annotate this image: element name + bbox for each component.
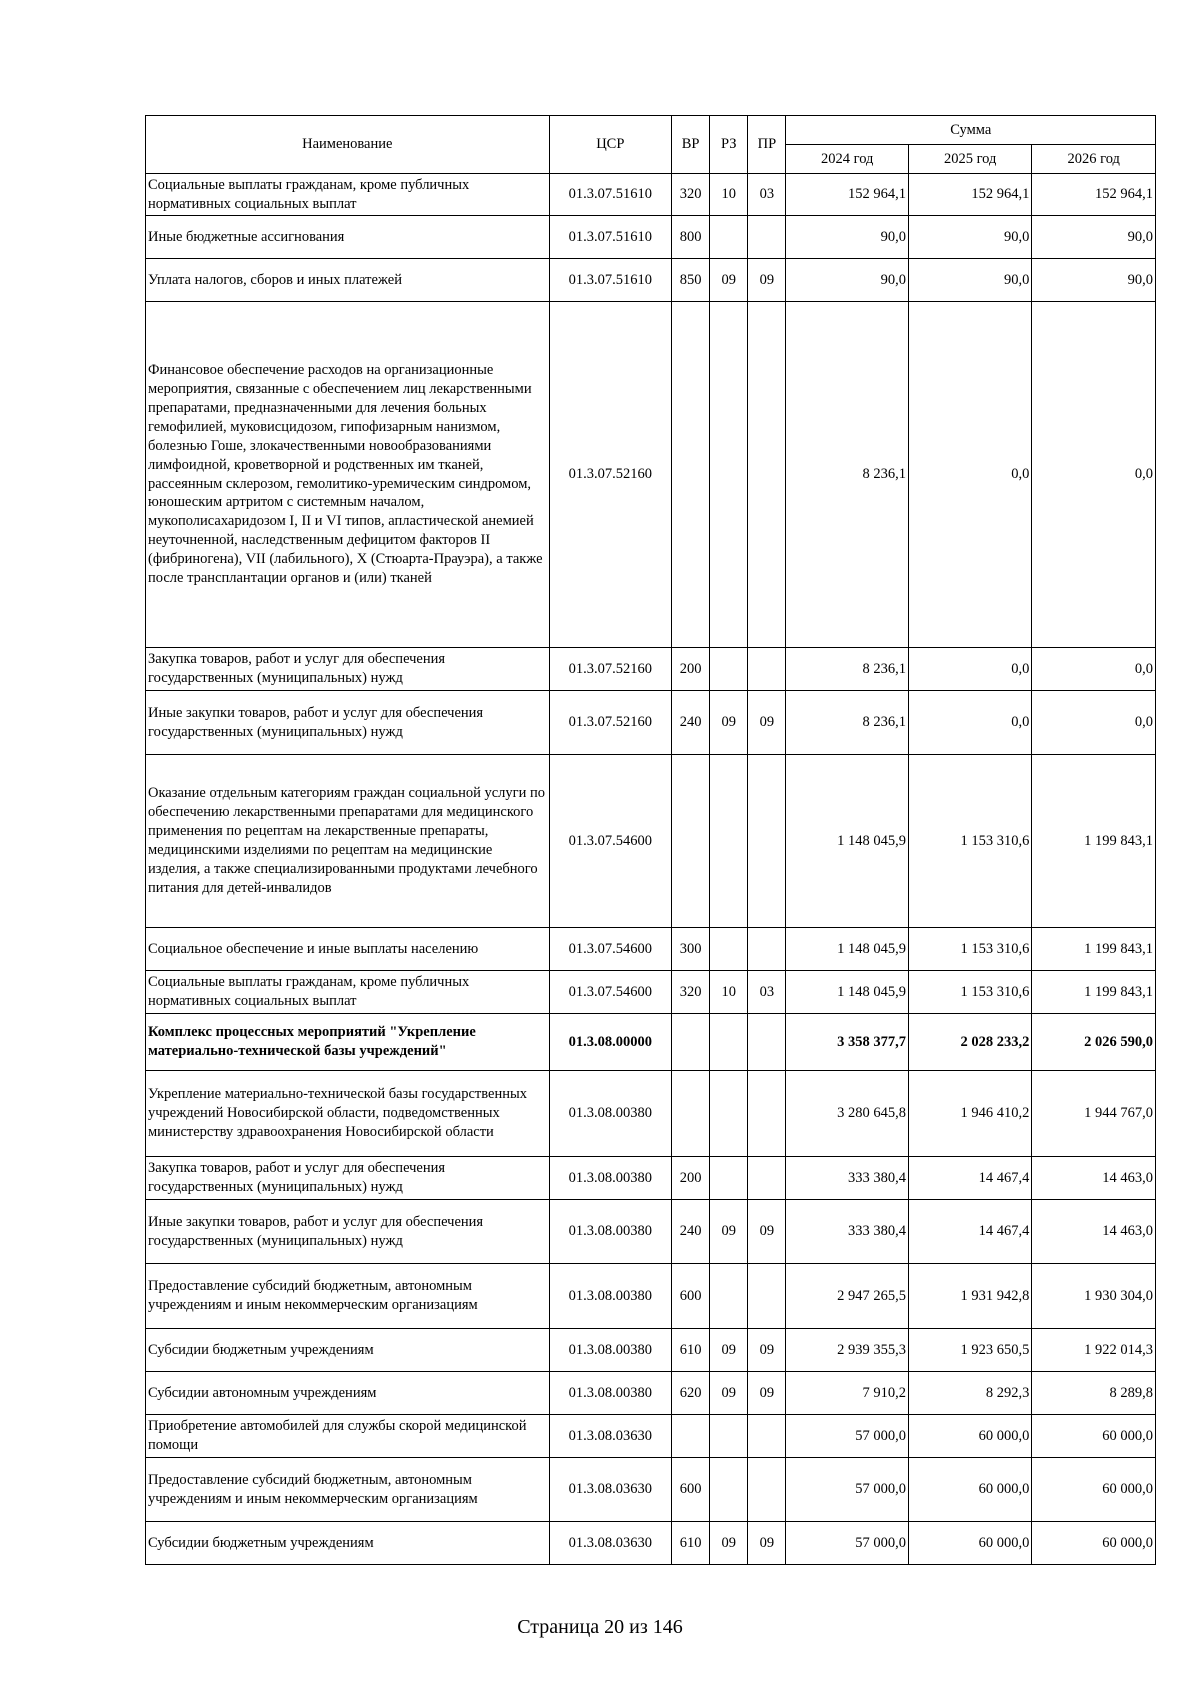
header-name: Наименование (146, 116, 550, 174)
row-pr: 09 (748, 1329, 786, 1372)
table-row (146, 1200, 1156, 1264)
row-amount-2026: 0,0 (1032, 648, 1156, 691)
table-row (146, 1014, 1156, 1071)
row-amount-2024: 8 236,1 (786, 691, 908, 755)
row-amount-2024: 90,0 (786, 216, 908, 259)
row-pr: 09 (748, 1200, 786, 1264)
row-pr (748, 1014, 786, 1071)
row-amount-2026: 1 944 767,0 (1032, 1071, 1156, 1157)
row-amount-2026: 1 922 014,3 (1032, 1329, 1156, 1372)
row-pr (748, 302, 786, 648)
row-csr: 01.3.07.51610 (549, 216, 671, 259)
row-pr (748, 1157, 786, 1200)
row-name: Закупка товаров, работ и услуг для обеспечения государственных (муниципальных) нужд (146, 648, 550, 691)
row-amount-2024: 152 964,1 (786, 174, 908, 216)
row-rz: 09 (710, 1329, 748, 1372)
row-pr: 03 (748, 971, 786, 1014)
row-amount-2025: 60 000,0 (908, 1522, 1031, 1565)
row-amount-2026: 152 964,1 (1032, 174, 1156, 216)
row-amount-2025: 90,0 (908, 216, 1031, 259)
row-csr: 01.3.07.54600 (549, 928, 671, 971)
row-amount-2026: 14 463,0 (1032, 1200, 1156, 1264)
row-csr: 01.3.07.54600 (549, 755, 671, 928)
row-amount-2026: 0,0 (1032, 691, 1156, 755)
row-pr: 09 (748, 1522, 786, 1565)
row-name: Социальное обеспечение и иные выплаты населению (146, 928, 550, 971)
header-vr: ВР (672, 116, 710, 174)
row-amount-2025: 1 153 310,6 (908, 971, 1031, 1014)
row-amount-2025: 0,0 (908, 648, 1031, 691)
row-pr: 09 (748, 691, 786, 755)
row-amount-2026: 8 289,8 (1032, 1372, 1156, 1415)
row-amount-2025: 1 946 410,2 (908, 1071, 1031, 1157)
row-vr (672, 302, 710, 648)
row-csr: 01.3.08.03630 (549, 1522, 671, 1565)
row-pr: 09 (748, 1372, 786, 1415)
row-amount-2025: 1 153 310,6 (908, 755, 1031, 928)
table-row (146, 755, 1156, 928)
table-row (146, 174, 1156, 216)
row-csr: 01.3.07.52160 (549, 302, 671, 648)
row-rz: 10 (710, 971, 748, 1014)
row-amount-2024: 1 148 045,9 (786, 971, 908, 1014)
row-rz: 09 (710, 691, 748, 755)
row-name: Закупка товаров, работ и услуг для обеспечения государственных (муниципальных) нужд (146, 1157, 550, 1200)
row-vr: 240 (672, 1200, 710, 1264)
row-pr (748, 1071, 786, 1157)
table-row (146, 1329, 1156, 1372)
row-csr: 01.3.07.52160 (549, 648, 671, 691)
row-amount-2024: 7 910,2 (786, 1372, 908, 1415)
row-rz (710, 1071, 748, 1157)
row-rz (710, 1014, 748, 1071)
row-rz (710, 1415, 748, 1458)
row-amount-2024: 2 947 265,5 (786, 1264, 908, 1329)
row-name: Комплекс процессных мероприятий "Укрепление материально-технической базы учреждений" (146, 1014, 550, 1071)
table-row (146, 1071, 1156, 1157)
row-name: Финансовое обеспечение расходов на организационные мероприятия, связанные с обеспечением лиц лекарственными препаратами, предназначенными для лечения больных гемофилией, муковисцидозом, гипофизарным нанизмом, болезнью Гоше, злокачественными новообразованиями лимфоидной, кроветворной и родственных им тканей, рассеянным склерозом, гемолитико-уремическим синдромом, юношеским артритом с системным началом, мукополисахаридозом I, II и VI типов, апластической анемией неуточненной, наследственным дефицитом факторов II (фибриногена), VII (лабильного), X (Стюарта-Прауэра), а также после трансплантации органов и (или) тканей (146, 302, 550, 648)
row-pr (748, 755, 786, 928)
row-amount-2025: 0,0 (908, 691, 1031, 755)
row-amount-2024: 8 236,1 (786, 302, 908, 648)
row-amount-2024: 90,0 (786, 259, 908, 302)
row-pr: 09 (748, 259, 786, 302)
row-amount-2024: 57 000,0 (786, 1522, 908, 1565)
header-pr: ПР (748, 116, 786, 174)
row-name: Предоставление субсидий бюджетным, автономным учреждениям и иным некоммерческим организациям (146, 1458, 550, 1522)
row-rz (710, 1157, 748, 1200)
row-amount-2025: 152 964,1 (908, 174, 1031, 216)
row-amount-2026: 60 000,0 (1032, 1415, 1156, 1458)
row-amount-2025: 1 931 942,8 (908, 1264, 1031, 1329)
row-csr: 01.3.08.00380 (549, 1157, 671, 1200)
row-amount-2026: 1 199 843,1 (1032, 971, 1156, 1014)
row-amount-2024: 57 000,0 (786, 1458, 908, 1522)
header-year-2024: 2024 год (786, 145, 908, 174)
row-csr: 01.3.08.00380 (549, 1264, 671, 1329)
table-row (146, 648, 1156, 691)
row-name: Субсидии бюджетным учреждениям (146, 1329, 550, 1372)
page-number: Страница 20 из 146 (517, 1616, 683, 1638)
row-vr: 300 (672, 928, 710, 971)
row-amount-2025: 14 467,4 (908, 1200, 1031, 1264)
budget-table (145, 115, 1156, 1565)
row-pr (748, 1264, 786, 1329)
row-amount-2025: 8 292,3 (908, 1372, 1031, 1415)
row-rz (710, 1264, 748, 1329)
row-rz (710, 1458, 748, 1522)
row-amount-2024: 3 358 377,7 (786, 1014, 908, 1071)
row-amount-2026: 1 199 843,1 (1032, 755, 1156, 928)
row-amount-2026: 1 199 843,1 (1032, 928, 1156, 971)
table-row (146, 971, 1156, 1014)
table-row (146, 216, 1156, 259)
row-vr: 320 (672, 174, 710, 216)
row-rz: 09 (710, 259, 748, 302)
row-csr: 01.3.07.54600 (549, 971, 671, 1014)
row-vr: 320 (672, 971, 710, 1014)
header-year-2025: 2025 год (908, 145, 1031, 174)
row-vr (672, 1415, 710, 1458)
row-vr: 240 (672, 691, 710, 755)
row-csr: 01.3.08.03630 (549, 1458, 671, 1522)
row-name: Иные закупки товаров, работ и услуг для обеспечения государственных (муниципальных) нужд (146, 1200, 550, 1264)
row-vr: 600 (672, 1458, 710, 1522)
row-csr: 01.3.07.51610 (549, 259, 671, 302)
row-amount-2024: 2 939 355,3 (786, 1329, 908, 1372)
row-vr: 610 (672, 1522, 710, 1565)
table-row (146, 1458, 1156, 1522)
row-name: Предоставление субсидий бюджетным, автономным учреждениям и иным некоммерческим организациям (146, 1264, 550, 1329)
table-header (146, 116, 1156, 174)
table-row (146, 1522, 1156, 1565)
row-amount-2025: 1 923 650,5 (908, 1329, 1031, 1372)
row-name: Субсидии бюджетным учреждениям (146, 1522, 550, 1565)
table-row (146, 259, 1156, 302)
row-vr: 620 (672, 1372, 710, 1415)
row-amount-2026: 90,0 (1032, 216, 1156, 259)
row-pr: 03 (748, 174, 786, 216)
row-name: Оказание отдельным категориям граждан социальной услуги по обеспечению лекарственными препаратами для медицинского применения по рецептам на лекарственные препараты, медицинскими изделиями по рецептам на медицинские изделия, а также специализированными продуктами лечебного питания для детей-инвалидов (146, 755, 550, 928)
row-csr: 01.3.08.00380 (549, 1372, 671, 1415)
row-pr (748, 216, 786, 259)
row-vr (672, 755, 710, 928)
row-amount-2025: 60 000,0 (908, 1458, 1031, 1522)
row-amount-2026: 90,0 (1032, 259, 1156, 302)
row-rz (710, 216, 748, 259)
row-amount-2024: 57 000,0 (786, 1415, 908, 1458)
row-amount-2025: 1 153 310,6 (908, 928, 1031, 971)
row-pr (748, 1458, 786, 1522)
row-rz (710, 928, 748, 971)
row-name: Субсидии автономным учреждениям (146, 1372, 550, 1415)
header-csr: ЦСР (549, 116, 671, 174)
row-amount-2024: 1 148 045,9 (786, 755, 908, 928)
row-amount-2024: 8 236,1 (786, 648, 908, 691)
table-row (146, 1264, 1156, 1329)
table-row (146, 1415, 1156, 1458)
row-csr: 01.3.08.00380 (549, 1071, 671, 1157)
row-csr: 01.3.08.03630 (549, 1415, 671, 1458)
row-vr: 200 (672, 648, 710, 691)
row-amount-2025: 14 467,4 (908, 1157, 1031, 1200)
row-amount-2025: 2 028 233,2 (908, 1014, 1031, 1071)
row-amount-2024: 333 380,4 (786, 1157, 908, 1200)
row-amount-2026: 1 930 304,0 (1032, 1264, 1156, 1329)
row-vr: 850 (672, 259, 710, 302)
row-amount-2024: 1 148 045,9 (786, 928, 908, 971)
row-amount-2025: 60 000,0 (908, 1415, 1031, 1458)
row-vr: 200 (672, 1157, 710, 1200)
header-sum: Сумма (786, 116, 1156, 145)
row-rz (710, 648, 748, 691)
row-pr (748, 928, 786, 971)
row-name: Социальные выплаты гражданам, кроме публичных нормативных социальных выплат (146, 174, 550, 216)
row-vr (672, 1014, 710, 1071)
row-rz (710, 302, 748, 648)
row-name: Уплата налогов, сборов и иных платежей (146, 259, 550, 302)
row-vr (672, 1071, 710, 1157)
table-row (146, 1157, 1156, 1200)
row-amount-2024: 333 380,4 (786, 1200, 908, 1264)
row-amount-2026: 60 000,0 (1032, 1458, 1156, 1522)
row-amount-2024: 3 280 645,8 (786, 1071, 908, 1157)
row-csr: 01.3.08.00380 (549, 1329, 671, 1372)
header-rz: РЗ (710, 116, 748, 174)
row-amount-2025: 0,0 (908, 302, 1031, 648)
row-pr (748, 1415, 786, 1458)
row-vr: 600 (672, 1264, 710, 1329)
header-year-2026: 2026 год (1032, 145, 1156, 174)
row-csr: 01.3.08.00000 (549, 1014, 671, 1071)
row-vr: 610 (672, 1329, 710, 1372)
row-amount-2025: 90,0 (908, 259, 1031, 302)
table-row (146, 928, 1156, 971)
row-amount-2026: 60 000,0 (1032, 1522, 1156, 1565)
row-csr: 01.3.07.51610 (549, 174, 671, 216)
row-name: Иные закупки товаров, работ и услуг для обеспечения государственных (муниципальных) нужд (146, 691, 550, 755)
row-rz (710, 755, 748, 928)
row-rz: 10 (710, 174, 748, 216)
row-name: Социальные выплаты гражданам, кроме публичных нормативных социальных выплат (146, 971, 550, 1014)
row-csr: 01.3.07.52160 (549, 691, 671, 755)
row-csr: 01.3.08.00380 (549, 1200, 671, 1264)
row-rz: 09 (710, 1200, 748, 1264)
row-amount-2026: 2 026 590,0 (1032, 1014, 1156, 1071)
table-row (146, 691, 1156, 755)
row-rz: 09 (710, 1522, 748, 1565)
row-rz: 09 (710, 1372, 748, 1415)
table-body (146, 174, 1156, 1565)
row-amount-2026: 14 463,0 (1032, 1157, 1156, 1200)
row-vr: 800 (672, 216, 710, 259)
row-amount-2026: 0,0 (1032, 302, 1156, 648)
row-name: Приобретение автомобилей для службы скорой медицинской помощи (146, 1415, 550, 1458)
table-row (146, 302, 1156, 648)
row-name: Укрепление материально-технической базы государственных учреждений Новосибирской области, подведомственных министерству здравоохранения Новосибирской области (146, 1071, 550, 1157)
row-name: Иные бюджетные ассигнования (146, 216, 550, 259)
table-row (146, 1372, 1156, 1415)
row-pr (748, 648, 786, 691)
